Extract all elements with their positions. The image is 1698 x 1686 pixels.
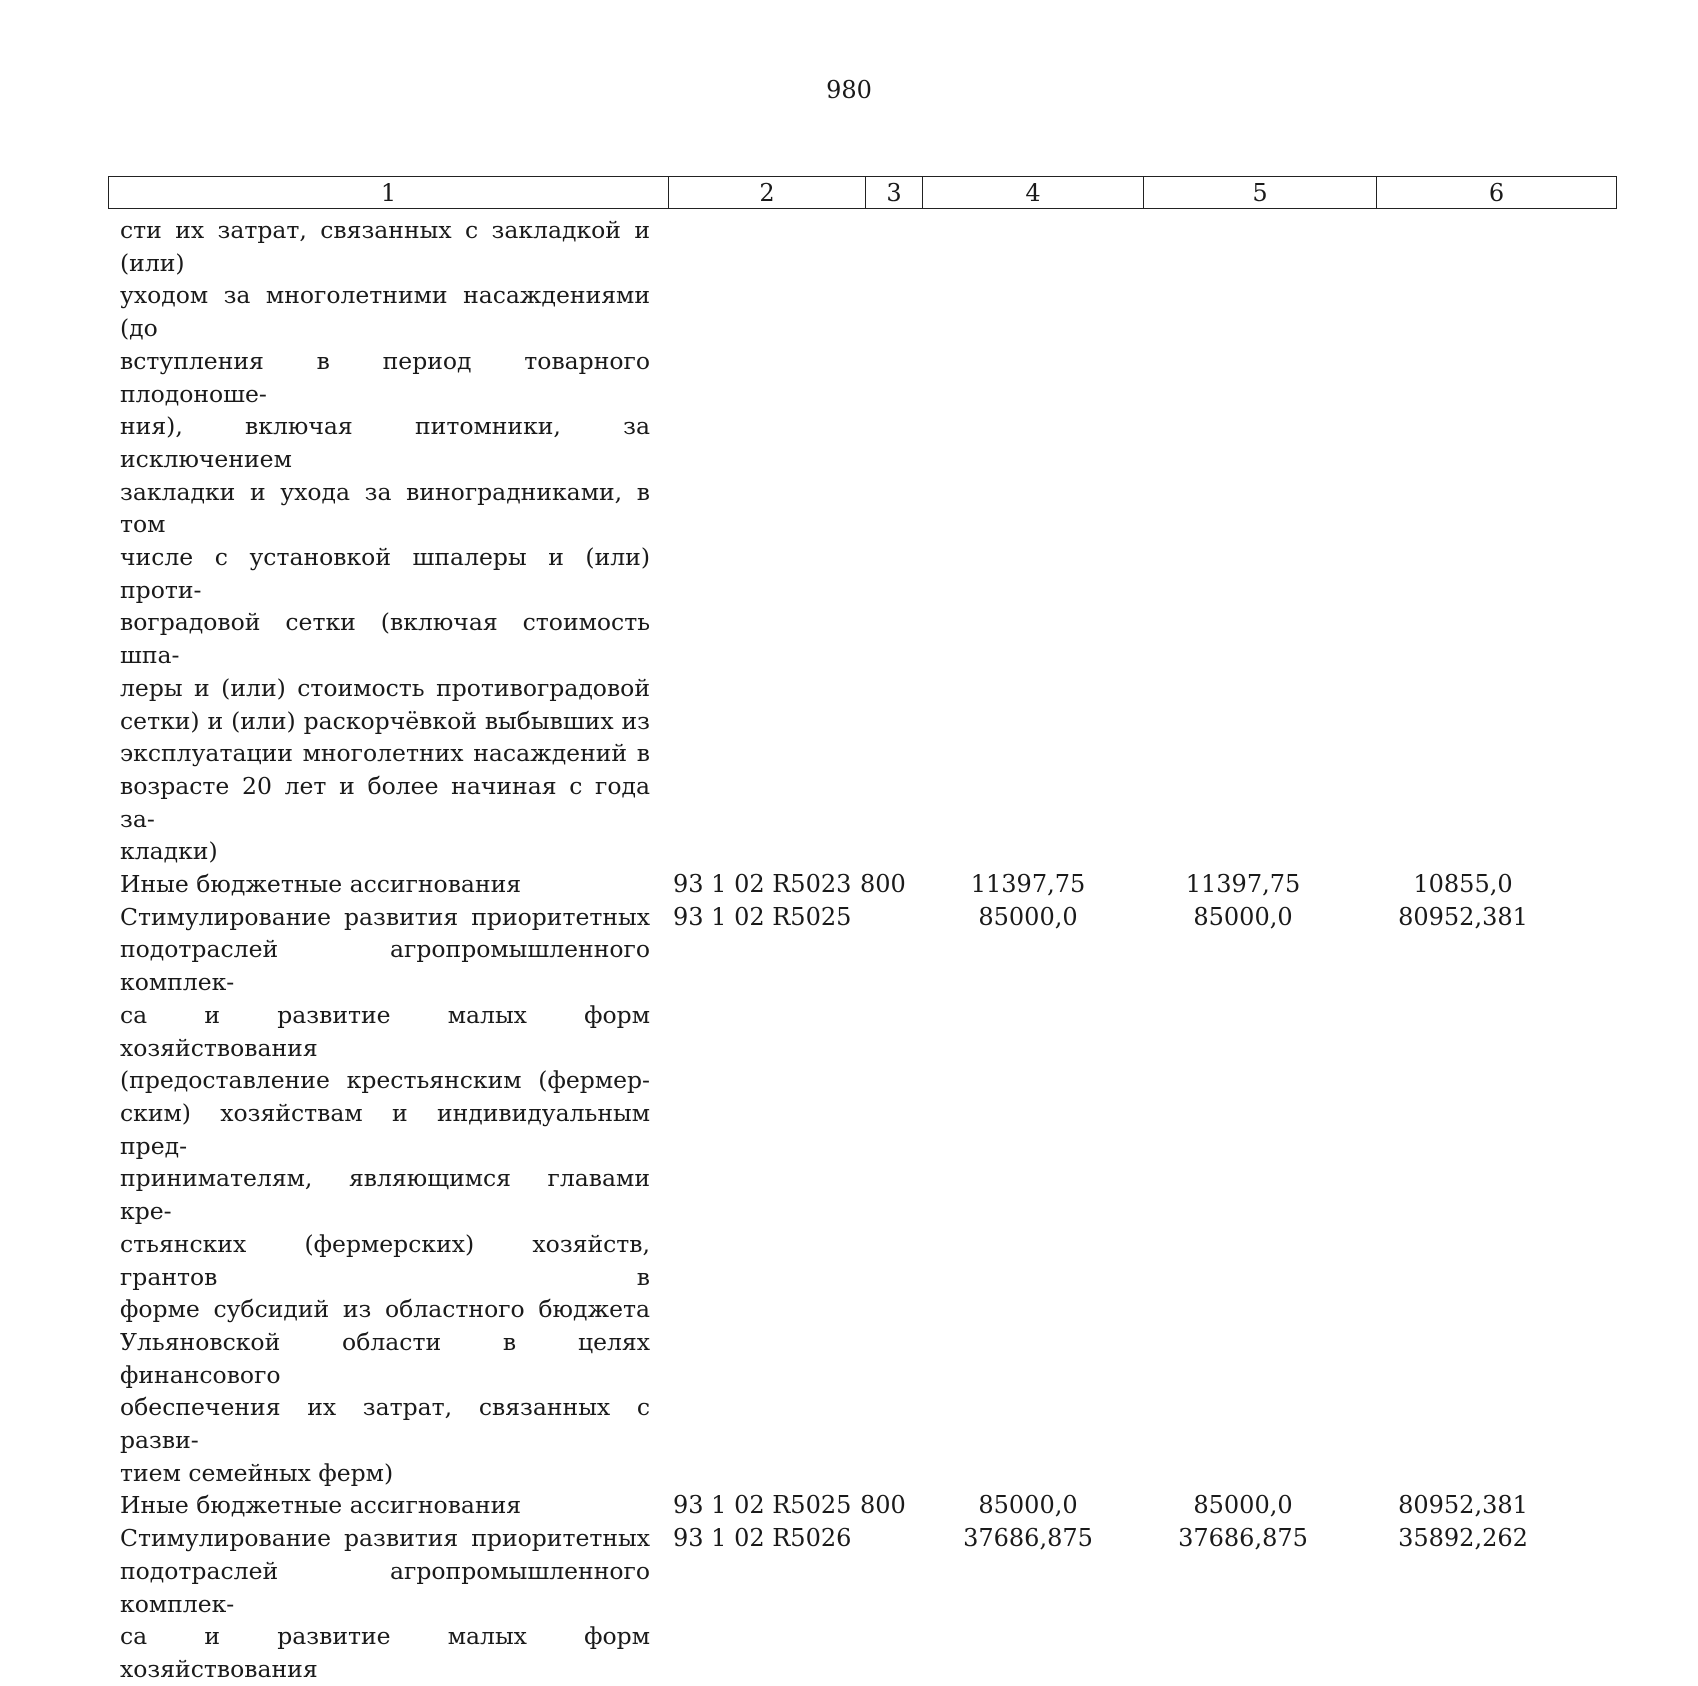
description-line: са и развитие малых форм хозяйствования: [120, 1000, 650, 1062]
description-line: закладки и ухода за виноградниками, в том: [120, 477, 650, 539]
description-line: са и развитие малых форм хозяйствования: [120, 1622, 650, 1683]
description-line: тием семейных ферм): [120, 1458, 394, 1487]
row-description: [120, 1489, 650, 1522]
row-value-4: 11397,75: [970, 870, 1086, 899]
description-line: принимателям, являющимся главами кре-: [120, 1164, 650, 1226]
row-code: 93 1 02 R5026: [673, 1524, 852, 1553]
column-header-table: [108, 176, 1617, 209]
row-value-4: 85000,0: [978, 1491, 1078, 1520]
column-header-row: [109, 177, 1617, 209]
description-line: стьянских (фермерских) хозяйств, грантов в: [120, 1229, 650, 1291]
row-value-6: 80952,381: [1398, 902, 1528, 931]
row-expense-type: 800: [860, 1491, 906, 1520]
description-line: подотраслей агропромышленного комплек-: [120, 935, 650, 997]
table-row: [108, 1522, 1528, 1686]
table-row: [108, 1489, 1528, 1522]
column-header-3: 3: [866, 177, 923, 209]
table-body: [108, 214, 1528, 1686]
table-row: [108, 868, 1513, 901]
column-header-6: 6: [1377, 177, 1617, 209]
description-line: Иные бюджетные ассигнования: [120, 870, 522, 899]
row-value-6: 10855,0: [1413, 870, 1513, 899]
description-line: сти их затрат, связанных с закладкой и (или): [120, 216, 650, 277]
row-value-4: 85000,0: [978, 902, 1078, 931]
row-value-6: 35892,262: [1398, 1524, 1528, 1553]
description-line: эксплуатации многолетних насаждений в: [120, 739, 650, 768]
row-value-4: 37686,875: [963, 1524, 1093, 1553]
table-row: [108, 901, 1528, 1490]
table-row: [108, 214, 650, 868]
description-line: Иные бюджетные ассигнования: [120, 1491, 522, 1520]
description-line: сетки) и (или) раскорчёвкой выбывших из: [120, 706, 650, 735]
row-value-5: 11397,75: [1185, 870, 1301, 899]
description-line: уходом за многолетними насаждениями (до: [120, 281, 650, 343]
page-number: 980: [826, 76, 872, 104]
column-header-4: 4: [923, 177, 1144, 209]
row-description: [120, 901, 650, 1490]
description-line: леры и (или) стоимость противоградовой: [120, 673, 650, 702]
row-description: [120, 214, 650, 868]
description-line: возрасте 20 лет и более начиная с года за-: [120, 771, 650, 833]
description-line: ния), включая питомники, за исключением: [120, 412, 650, 473]
row-value-5: 85000,0: [1193, 902, 1293, 931]
description-line: Ульяновской области в целях финансового: [120, 1327, 650, 1389]
row-description: [120, 868, 650, 901]
column-header-1: 1: [109, 177, 669, 209]
row-code: 93 1 02 R5025: [673, 902, 852, 931]
description-line: воградовой сетки (включая стоимость шпа-: [120, 608, 650, 670]
description-line: форме субсидий из областного бюджета: [120, 1295, 650, 1324]
row-value-6: 80952,381: [1398, 1491, 1528, 1520]
description-line: обеспечения их затрат, связанных с разви-: [120, 1393, 650, 1455]
row-value-5: 85000,0: [1193, 1491, 1293, 1520]
description-line: Стимулирование развития приоритетных: [120, 902, 650, 931]
description-line: подотраслей агропромышленного комплек-: [120, 1556, 650, 1618]
column-header-2: 2: [669, 177, 866, 209]
description-line: (предоставление крестьянским (фермер-: [120, 1066, 650, 1095]
description-line: кладки): [120, 837, 218, 866]
row-value-5: 37686,875: [1178, 1524, 1308, 1553]
row-code: 93 1 02 R5023: [673, 870, 852, 899]
description-line: ским) хозяйствам и индивидуальным пред-: [120, 1098, 650, 1160]
description-line: вступления в период товарного плодоноше-: [120, 346, 650, 408]
row-code: 93 1 02 R5025: [673, 1491, 852, 1520]
column-header-5: 5: [1144, 177, 1377, 209]
row-expense-type: 800: [860, 870, 906, 899]
description-line: Стимулирование развития приоритетных: [120, 1524, 650, 1553]
description-line: числе с установкой шпалеры и (или) проти-: [120, 543, 650, 604]
row-description: [120, 1522, 650, 1686]
